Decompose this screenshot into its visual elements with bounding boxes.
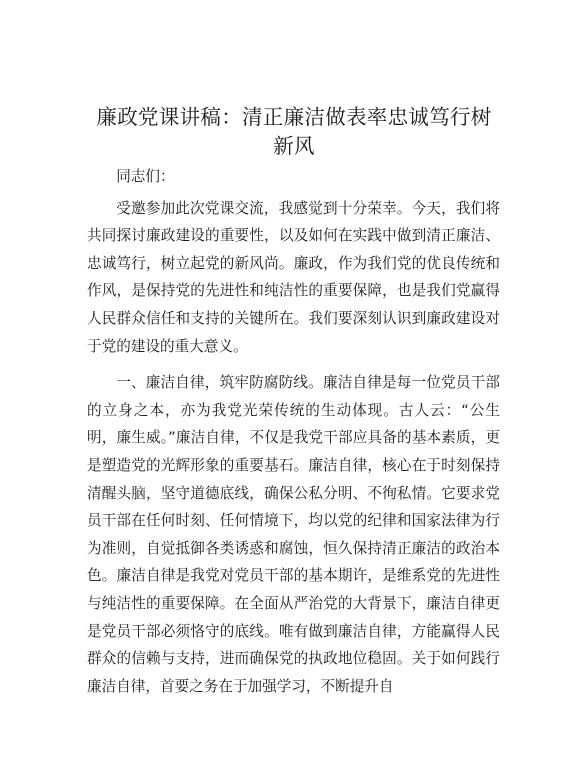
- document-title: 廉政党课讲稿：清正廉洁做表率忠诚笃行树新风: [96, 105, 492, 158]
- paragraph-section-one: 一、廉洁自律，筑牢防腐防线。廉洁自律是每一位党员干部的立身之本，亦为我党光荣传统的生动体现。古人云：“公生明，廉生威。”廉洁自律，不仅是我党干部应具备的基本素质，更是塑造党的光辉形象的重要基石。廉洁自律，核心在于时刻保持清醒头脑，坚守道德底线，确保公私分明、不徇私情。它要求党员干部在任何时刻、任何情境下，均以党的纪律和国家法律为行为准则，自觉抵御各类诱惑和腐蚀，恒久保持清正廉洁的政治本色。廉洁自律是我党对党员干部的基本期许，是维系党的先进性与纯洁性的重要保障。在全面从严治党的大背景下，廉洁自律更是党员干部必须恪守的底线。唯有做到廉洁自律，方能赢得人民群众的信赖与支持，进而确保党的执政地位稳固。关于如何践行廉洁自律，首要之务在于加强学习，不断提升自: [87, 374, 500, 695]
- paragraph-spacer: [87, 360, 500, 369]
- paragraph-intro: 受邀参加此次党课交流，我感觉到十分荣幸。今天，我们将共同探讨廉政建设的重要性，以及如何在实践中做到清正廉洁、忠诚笃行，树立起党的新风尚。廉政，作为我们党的优良传统和作风，是保持党的先进性和纯洁性的重要保障，也是我们党赢得人民群众信任和支持的关键所在。我们要深刻认识到廉政建设对于党的建设的重大意义。: [87, 199, 500, 355]
- greeting: 同志们：: [116, 168, 175, 185]
- document-body: [87, 163, 500, 700]
